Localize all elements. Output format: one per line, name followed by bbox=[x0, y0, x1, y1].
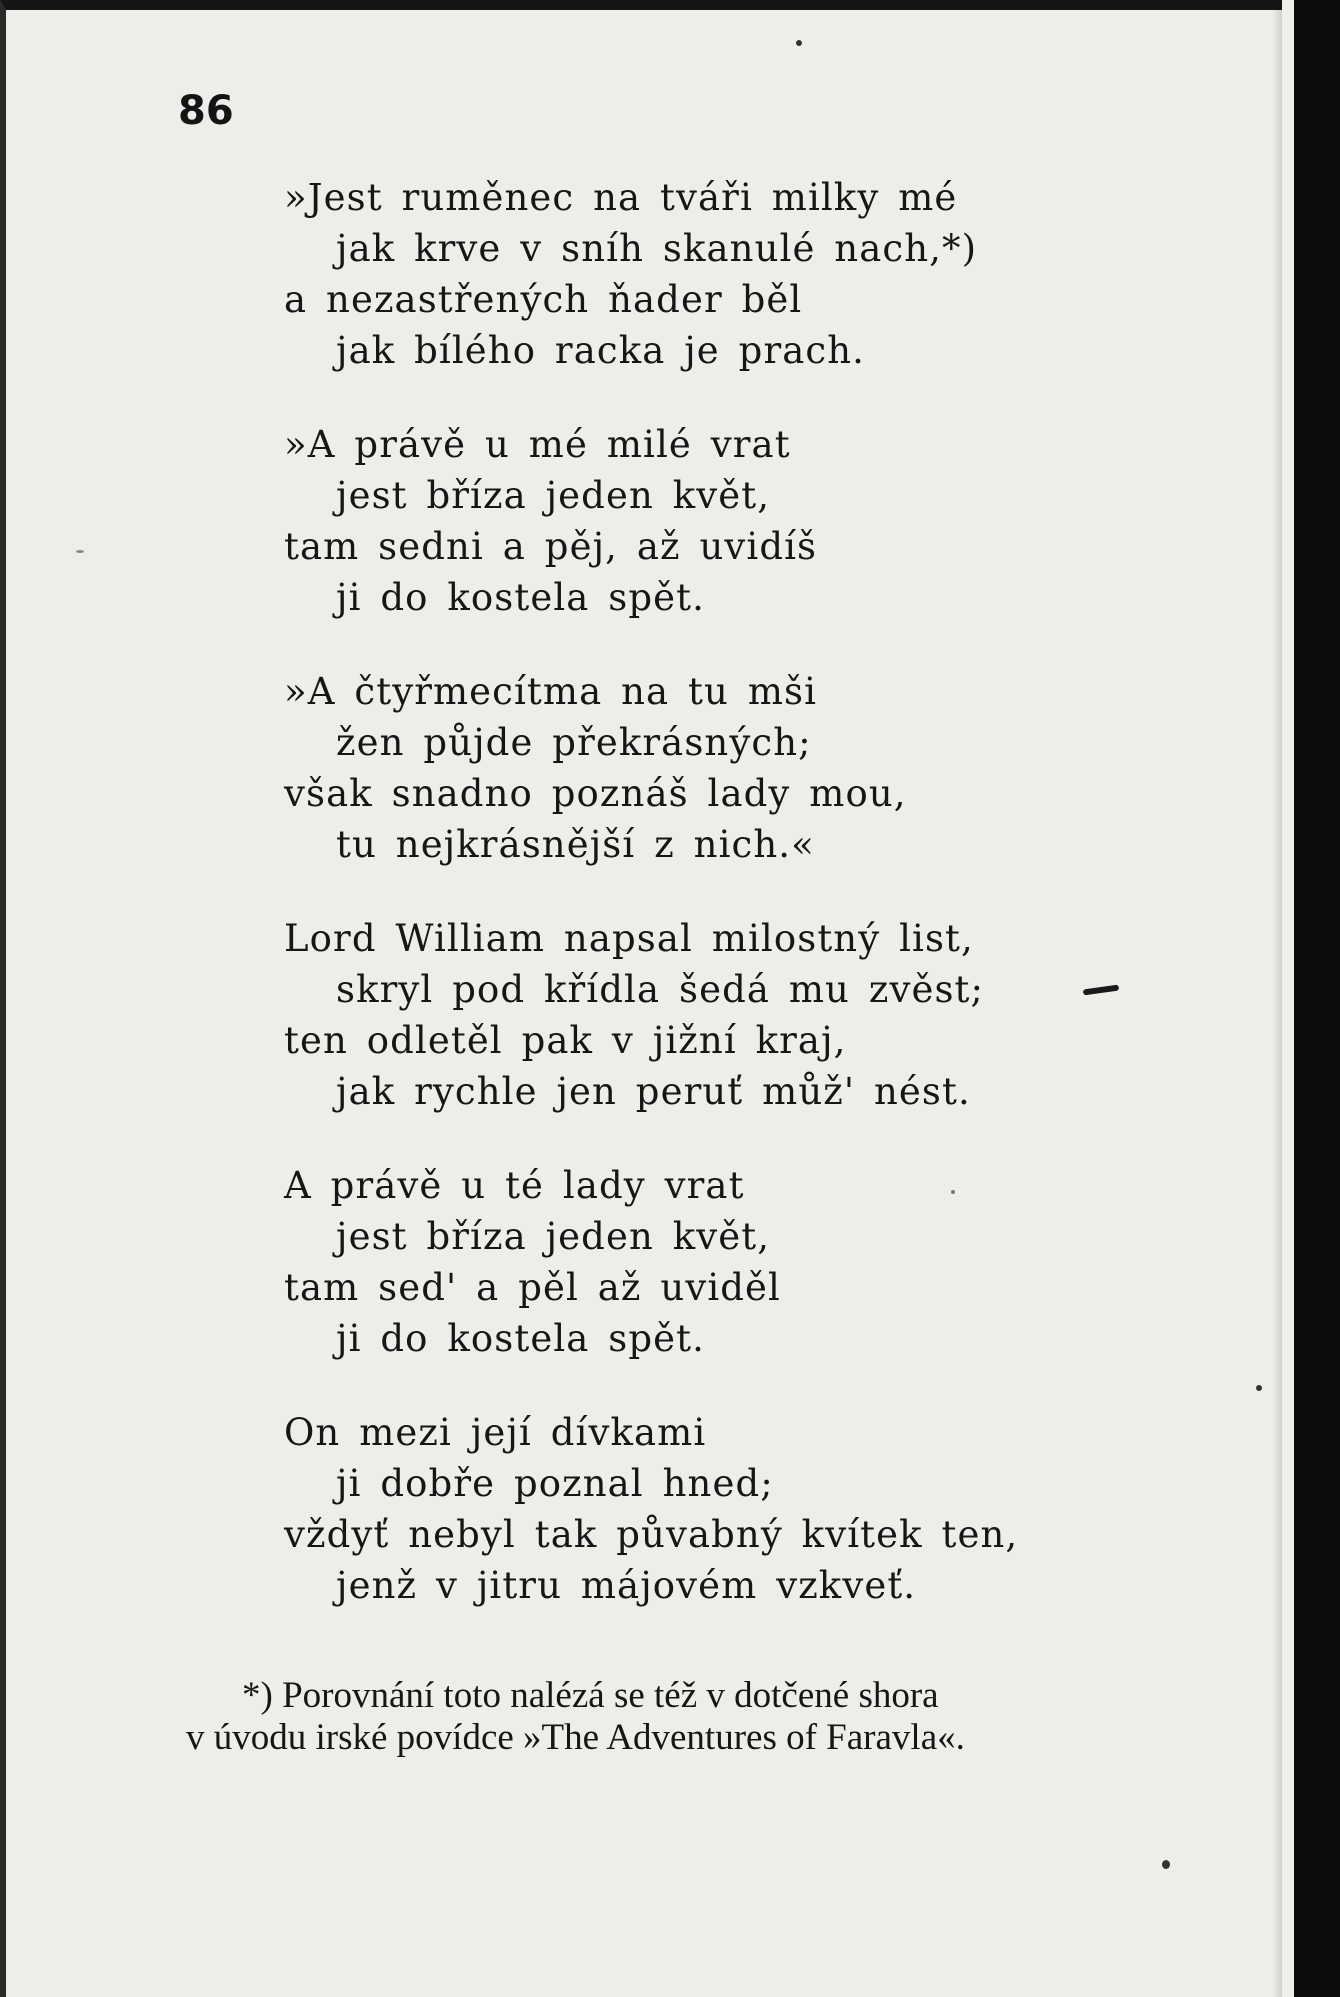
verse-line: ji do kostela spět. bbox=[336, 1317, 705, 1360]
verse-line: tu nejkrásnější z nich.« bbox=[336, 823, 815, 866]
print-speck bbox=[1162, 1860, 1170, 1869]
stanza-4 bbox=[284, 913, 1184, 1117]
verse-line: ji do kostela spět. bbox=[336, 576, 705, 619]
print-speck bbox=[76, 550, 84, 553]
verse-line: tam sedni a pěj, až uvidíš bbox=[284, 525, 818, 568]
footnote-line: v úvodu irské povídce »The Adventures of Faravla«. bbox=[186, 1717, 965, 1758]
verse-line: A právě u té lady vrat bbox=[284, 1164, 745, 1207]
verse-line: jenž v jitru májovém vzkveť. bbox=[336, 1564, 917, 1607]
poem bbox=[284, 172, 1184, 1654]
verse-line: »A čtyřmecítma na tu mši bbox=[284, 670, 818, 713]
print-speck bbox=[1256, 1385, 1262, 1391]
verse-line: »Jest ruměnec na tváři milky mé bbox=[284, 176, 958, 219]
verse-line: On mezi její dívkami bbox=[284, 1411, 707, 1454]
verse-line: jak bílého racka je prach. bbox=[336, 329, 866, 372]
verse-line: ten odletěl pak v jižní kraj, bbox=[284, 1019, 847, 1062]
scan-border bbox=[1294, 0, 1340, 1997]
verse-line: však snadno poznáš lady mou, bbox=[284, 772, 907, 815]
verse-line: Lord William napsal milostný list, bbox=[284, 917, 974, 960]
verse-line: žen půjde překrásných; bbox=[336, 721, 812, 764]
print-speck bbox=[796, 40, 802, 46]
verse-line: vždyť nebyl tak půvabný kvítek ten, bbox=[284, 1513, 1019, 1556]
stanza-1 bbox=[284, 172, 1184, 376]
stanza-5 bbox=[284, 1160, 1184, 1364]
verse-line: tam sed' a pěl až uviděl bbox=[284, 1266, 781, 1309]
verse-line: jak rychle jen peruť můž' nést. bbox=[336, 1070, 971, 1113]
verse-line: »A právě u mé milé vrat bbox=[284, 423, 791, 466]
verse-line: a nezastřených ňader běl bbox=[284, 278, 803, 321]
verse-line: jest bříza jeden květ, bbox=[336, 474, 771, 517]
verse-line: jak krve v sníh skanulé nach,*) bbox=[336, 227, 978, 270]
page-edge bbox=[1282, 0, 1294, 1997]
verse-line: jest bříza jeden květ, bbox=[336, 1215, 771, 1258]
verse-line: skryl pod křídla šedá mu zvěst; bbox=[336, 968, 985, 1011]
footnote bbox=[186, 1675, 1176, 1759]
verse-line: ji dobře poznal hned; bbox=[336, 1462, 774, 1505]
stanza-6 bbox=[284, 1407, 1184, 1611]
stanza-2 bbox=[284, 419, 1184, 623]
stanza-3 bbox=[284, 666, 1184, 870]
print-speck bbox=[951, 1190, 955, 1194]
page-number: 86 bbox=[178, 88, 234, 134]
footnote-line: *) Porovnání toto nalézá se též v dotčené shora bbox=[242, 1675, 939, 1716]
